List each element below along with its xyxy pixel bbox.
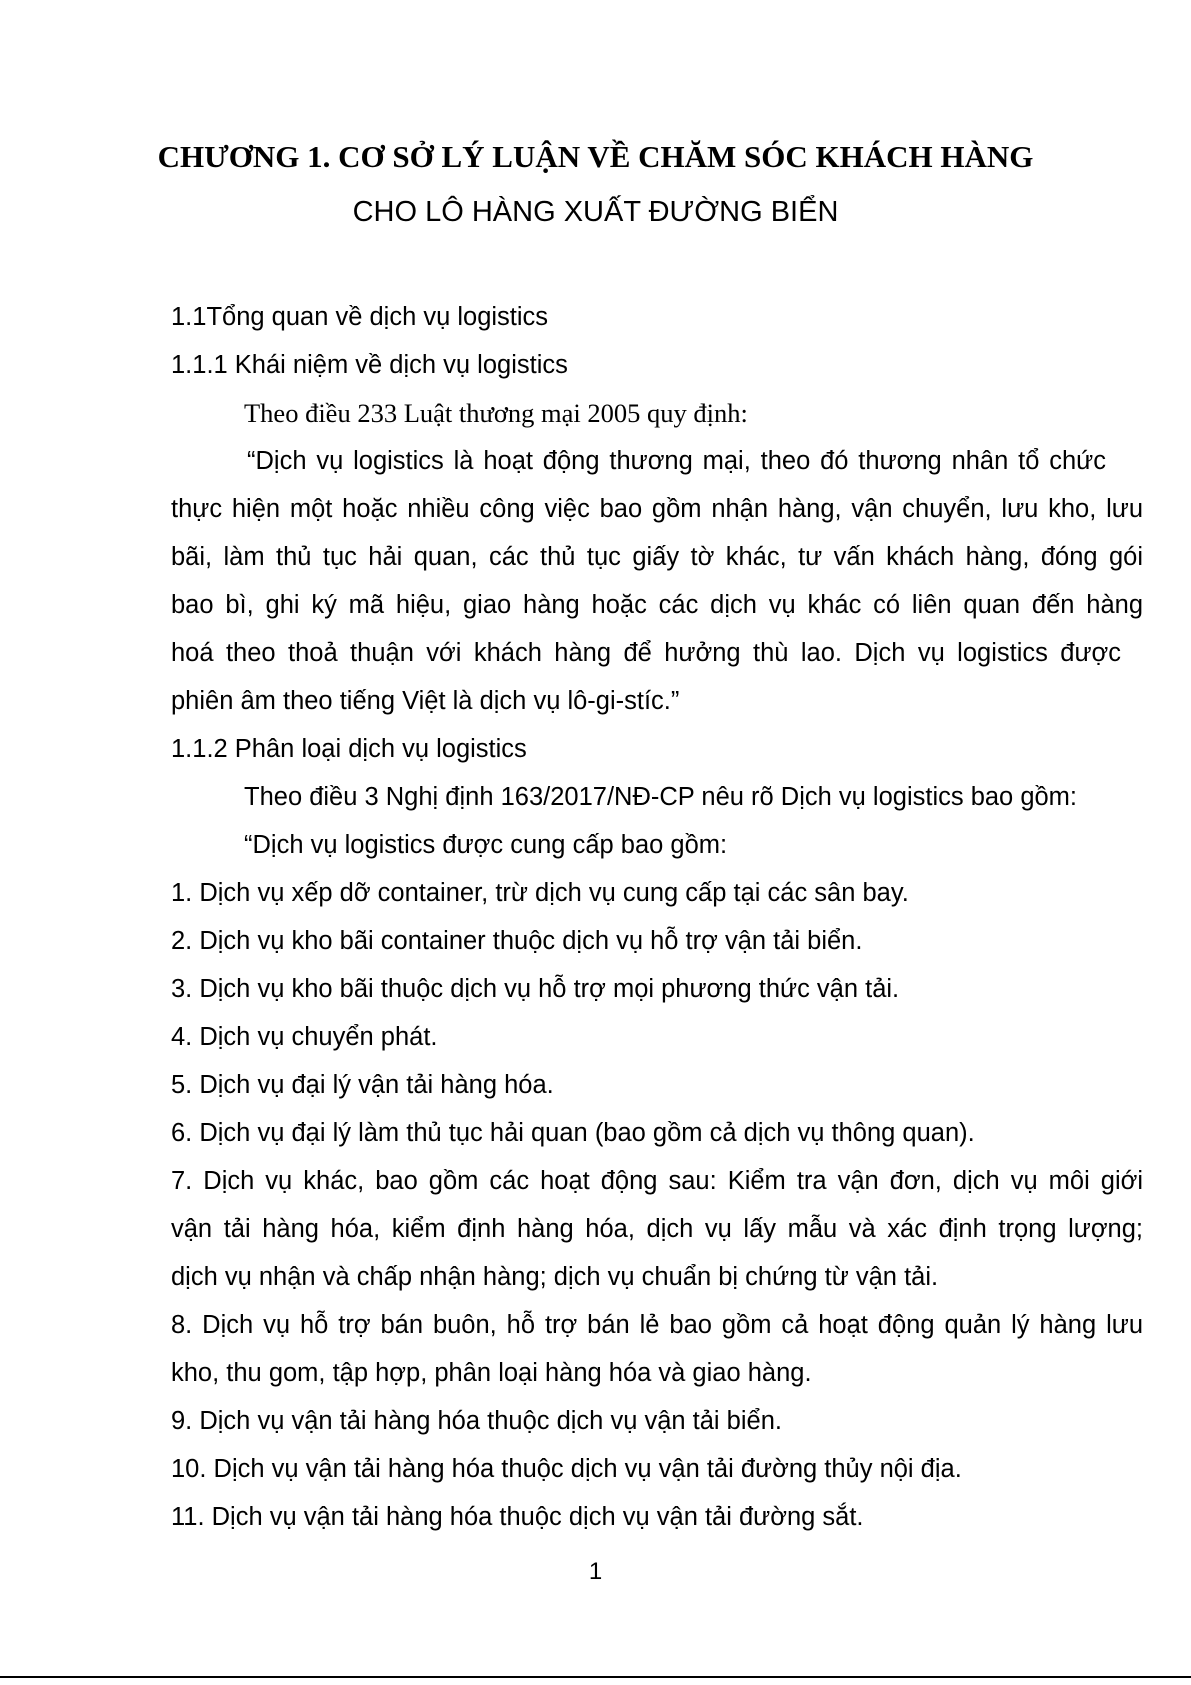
list-item: 3. Dịch vụ kho bãi thuộc dịch vụ hỗ trợ mọi phương thức vận tải. [171, 975, 900, 1003]
quote-line: “Dịch vụ logistics là hoạt động thương mại, theo đó thương nhân tổ chức [247, 447, 1106, 475]
section-heading-1-1-2: 1.1.2 Phân loại dịch vụ logistics [171, 735, 527, 763]
list-item: 4. Dịch vụ chuyển phát. [171, 1023, 438, 1051]
list-item: 6. Dịch vụ đại lý làm thủ tục hải quan (bao gồm cả dịch vụ thông quan). [171, 1119, 975, 1147]
section-heading-1-1-1: 1.1.1 Khái niệm về dịch vụ logistics [171, 351, 568, 379]
list-item: 7. Dịch vụ khác, bao gồm các hoạt động sau: Kiểm tra vận đơn, dịch vụ môi giới [171, 1167, 1143, 1195]
list-item: 11. Dịch vụ vận tải hàng hóa thuộc dịch vụ vận tải đường sắt. [171, 1503, 864, 1531]
quote-line: thực hiện một hoặc nhiều công việc bao gồm nhận hàng, vận chuyển, lưu kho, lưu [171, 495, 1143, 523]
list-item: 5. Dịch vụ đại lý vận tải hàng hóa. [171, 1071, 554, 1099]
list-item: 2. Dịch vụ kho bãi container thuộc dịch vụ hỗ trợ vận tải biển. [171, 927, 863, 955]
list-item: kho, thu gom, tập hợp, phân loại hàng hóa và giao hàng. [171, 1359, 812, 1387]
law-intro-paragraph: Theo điều 233 Luật thương mại 2005 quy định: [244, 398, 748, 428]
list-item: 9. Dịch vụ vận tải hàng hóa thuộc dịch vụ vận tải biển. [171, 1407, 782, 1435]
quote-line: bãi, làm thủ tục hải quan, các thủ tục giấy tờ khác, tư vấn khách hàng, đóng gói [171, 543, 1143, 571]
decree-intro-paragraph: Theo điều 3 Nghị định 163/2017/NĐ-CP nêu rõ Dịch vụ logistics bao gồm: [244, 783, 1078, 811]
list-item: 10. Dịch vụ vận tải hàng hóa thuộc dịch vụ vận tải đường thủy nội địa. [171, 1455, 962, 1483]
quote-line: bao bì, ghi ký mã hiệu, giao hàng hoặc các dịch vụ khác có liên quan đến hàng [171, 591, 1143, 619]
list-intro-paragraph: “Dịch vụ logistics được cung cấp bao gồm: [244, 831, 728, 859]
chapter-title-line-2: CHO LÔ HÀNG XUẤT ĐƯỜNG BIỂN [352, 196, 839, 228]
section-heading-1-1: 1.1Tổng quan về dịch vụ logistics [171, 303, 549, 331]
list-item: 8. Dịch vụ hỗ trợ bán buôn, hỗ trợ bán lẻ bao gồm cả hoạt động quản lý hàng lưu [171, 1311, 1143, 1339]
chapter-title-line-1: CHƯƠNG 1. CƠ SỞ LÝ LUẬN VỀ CHĂM SÓC KHÁCH HÀNG [157, 139, 1034, 174]
list-item: vận tải hàng hóa, kiểm định hàng hóa, dịch vụ lấy mẫu và xác định trọng lượng; [171, 1215, 1143, 1243]
page-bottom-rule [0, 1676, 1191, 1678]
list-item: dịch vụ nhận và chấp nhận hàng; dịch vụ chuẩn bị chứng từ vận tải. [171, 1263, 939, 1291]
quote-line: phiên âm theo tiếng Việt là dịch vụ lô-gi-stíc.” [171, 687, 680, 715]
page-number: 1 [588, 1558, 603, 1585]
list-item: 1. Dịch vụ xếp dỡ container, trừ dịch vụ cung cấp tại các sân bay. [171, 879, 909, 907]
quote-line: hoá theo thoả thuận với khách hàng để hưởng thù lao. Dịch vụ logistics được [171, 639, 1121, 667]
